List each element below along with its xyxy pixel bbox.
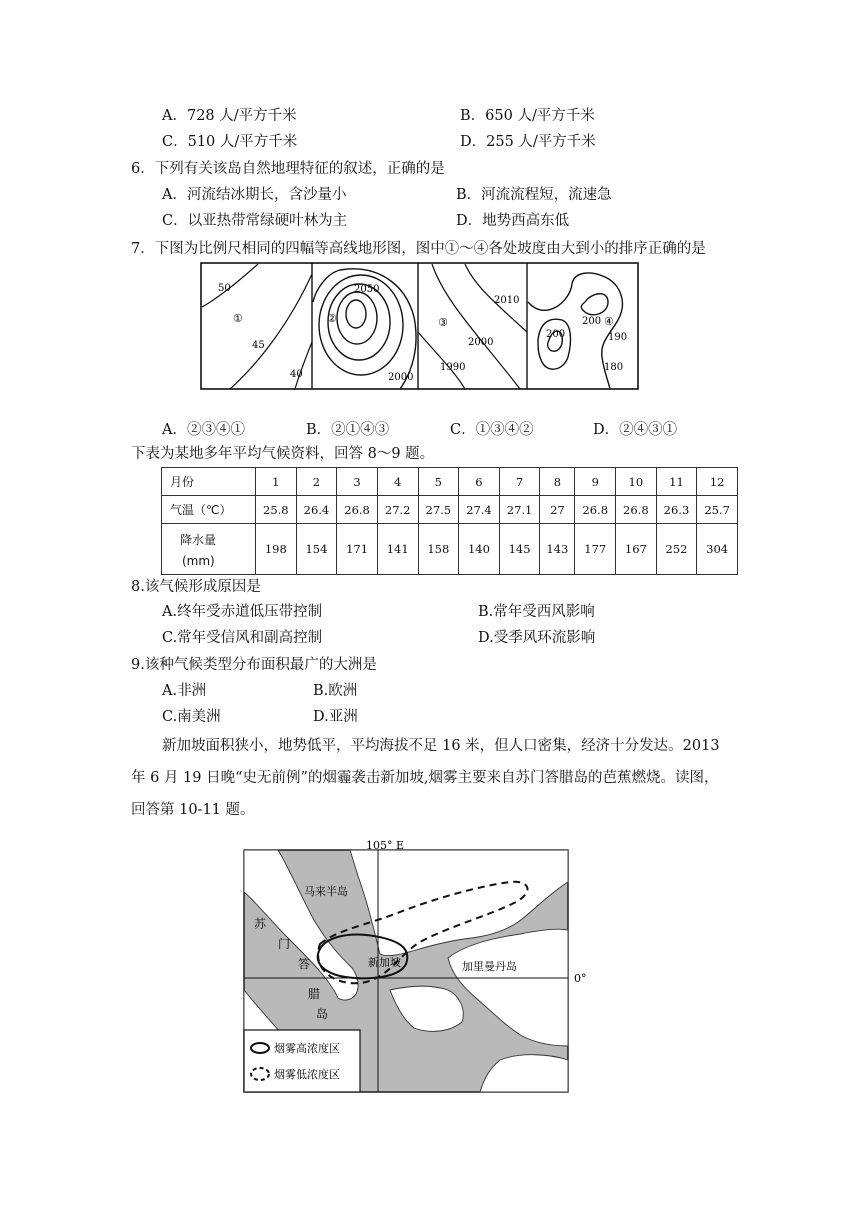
precip-cell: 177 (575, 524, 616, 575)
temp-cell: 27 (540, 496, 575, 524)
q7-option-c: C．①③④② (450, 422, 534, 438)
passage-line-2: 年 6 月 19 日晚“史无前例”的烟霾袭击新加坡,烟雾主要来自苏门答腊岛的芭蕉燃烧。读图， (131, 770, 719, 786)
panel4-label-190: 190 (608, 332, 628, 343)
sumatra-label-3: 答 (298, 957, 311, 971)
temp-cell: 27.1 (499, 496, 540, 524)
month-cell: 4 (377, 468, 418, 496)
panel3-label-point3: ③ (438, 316, 448, 329)
q8-option-a: A.终年受赤道低压带控制 (162, 604, 323, 620)
month-cell: 6 (459, 468, 500, 496)
q6-option-b: B．河流流程短，流速急 (456, 187, 612, 203)
precip-cell: 145 (499, 524, 540, 575)
singapore-haze-map (240, 840, 600, 1096)
climate-table (161, 467, 738, 575)
month-header: 月份 (162, 468, 256, 496)
q8-stem: 8.该气候形成原因是 (131, 579, 261, 595)
month-cell: 5 (418, 468, 459, 496)
precip-cell: 154 (296, 524, 337, 575)
temp-cell: 26.8 (575, 496, 616, 524)
temp-cell: 26.3 (656, 496, 697, 524)
q9-option-a: A.非洲 (162, 683, 207, 699)
malay-peninsula-label: 马来半岛 (304, 885, 348, 898)
panel1-label-40: 40 (290, 369, 303, 380)
precip-label: 降水量 (180, 532, 217, 547)
precip-cell: 252 (656, 524, 697, 575)
passage-line-1: 新加坡面积狭小，地势低平，平均海拔不足 16 米，但人口密集，经济十分发达。2013 (162, 738, 720, 754)
precip-cell: 198 (256, 524, 297, 575)
passage-line-3: 回答第 10-11 题。 (131, 802, 255, 818)
precip-cell: 140 (459, 524, 500, 575)
q5-option-b: B．650 人/平方千米 (460, 108, 595, 124)
precip-cell: 171 (337, 524, 378, 575)
contour-maps-figure (200, 262, 640, 392)
q6-option-d: D．地势西高东低 (456, 213, 570, 229)
kalimantan-label: 加里曼丹岛 (462, 960, 517, 973)
month-cell: 2 (296, 468, 337, 496)
panel1-label-point1: ① (233, 312, 243, 325)
legend-high-label: 烟雾高浓度区 (274, 1042, 340, 1055)
precip-unit: (mm) (182, 553, 215, 568)
panel4-label-200b: 200 (582, 316, 602, 327)
q9-option-d: D.亚洲 (313, 709, 358, 725)
contour-panel-3 (418, 264, 527, 389)
q5-option-d: D．255 人/平方千米 (460, 134, 596, 150)
q9-stem: 9.该种气候类型分布面积最广的大洲是 (131, 657, 377, 673)
month-cell: 12 (697, 468, 738, 496)
q7-stem: 7．下图为比例尺相同的四幅等高线地形图，图中①～④各处坡度由大到小的排序正确的是 (131, 241, 706, 257)
precip-header (162, 524, 256, 575)
month-cell: 7 (499, 468, 540, 496)
q9-option-b: B.欧洲 (313, 683, 358, 699)
longitude-label: 105° E (366, 840, 405, 852)
precip-cell: 167 (616, 524, 657, 575)
panel4-label-180: 180 (604, 362, 624, 373)
temp-cell: 27.5 (418, 496, 459, 524)
precip-cell: 143 (540, 524, 575, 575)
q8-option-d: D.受季风环流影响 (478, 630, 596, 646)
sumatra-label-1: 苏 (254, 917, 267, 931)
panel3-label-1990: 1990 (440, 362, 466, 373)
sumatra-label-4: 腊 (308, 987, 321, 1001)
q7-option-d: D．②④③① (593, 422, 678, 438)
temp-cell: 27.4 (459, 496, 500, 524)
panel2-label-point2: ② (327, 312, 337, 325)
month-cell: 1 (256, 468, 297, 496)
q5-option-a: A．728 人/平方千米 (162, 108, 297, 124)
panel1-label-45: 45 (252, 340, 265, 351)
q9-option-c: C.南美洲 (162, 709, 221, 725)
temp-cell: 26.8 (337, 496, 378, 524)
latitude-label: 0° (574, 972, 587, 985)
panel3-label-2010: 2010 (494, 295, 520, 306)
temp-header: 气温（℃） (162, 496, 256, 524)
panel4-label-200a: 200 (546, 329, 566, 340)
month-cell: 10 (616, 468, 657, 496)
q7-option-a: A．②③④① (162, 422, 245, 438)
sumatra-label-5: 岛 (316, 1007, 329, 1021)
panel2-label-2050: 2050 (354, 284, 380, 295)
panel1-label-50: 50 (218, 283, 231, 294)
temp-cell: 26.4 (296, 496, 337, 524)
q8-option-c: C.常年受信风和副高控制 (162, 630, 323, 646)
q6-option-c: C．以亚热带常绿硬叶林为主 (162, 213, 348, 229)
legend-low-label: 烟雾低浓度区 (274, 1068, 340, 1081)
temp-cell: 26.8 (616, 496, 657, 524)
q7-option-b: B．②①④③ (306, 422, 390, 438)
month-cell: 3 (337, 468, 378, 496)
month-cell: 8 (540, 468, 575, 496)
q6-option-a: A．河流结冰期长，含沙量小 (162, 187, 347, 203)
month-cell: 11 (656, 468, 697, 496)
precip-cell: 158 (418, 524, 459, 575)
q8-option-b: B.常年受西风影响 (478, 604, 595, 620)
temp-cell: 25.8 (256, 496, 297, 524)
precip-cell: 141 (377, 524, 418, 575)
q6-stem: 6．下列有关该岛自然地理特征的叙述，正确的是 (131, 161, 445, 177)
month-cell: 9 (575, 468, 616, 496)
panel3-label-2000: 2000 (468, 337, 494, 348)
singapore-label: 新加坡 (368, 956, 401, 969)
map-legend (244, 1030, 360, 1092)
panel2-label-2000: 2000 (388, 372, 414, 383)
precip-cell: 304 (697, 524, 738, 575)
table-intro: 下表为某地多年平均气候资料，回答 8～9 题。 (131, 446, 435, 462)
sumatra-label-2: 门 (278, 937, 291, 951)
q5-option-c: C．510 人/平方千米 (162, 134, 298, 150)
temp-cell: 27.2 (377, 496, 418, 524)
temp-cell: 25.7 (697, 496, 738, 524)
panel4-label-point4: ④ (604, 315, 614, 328)
